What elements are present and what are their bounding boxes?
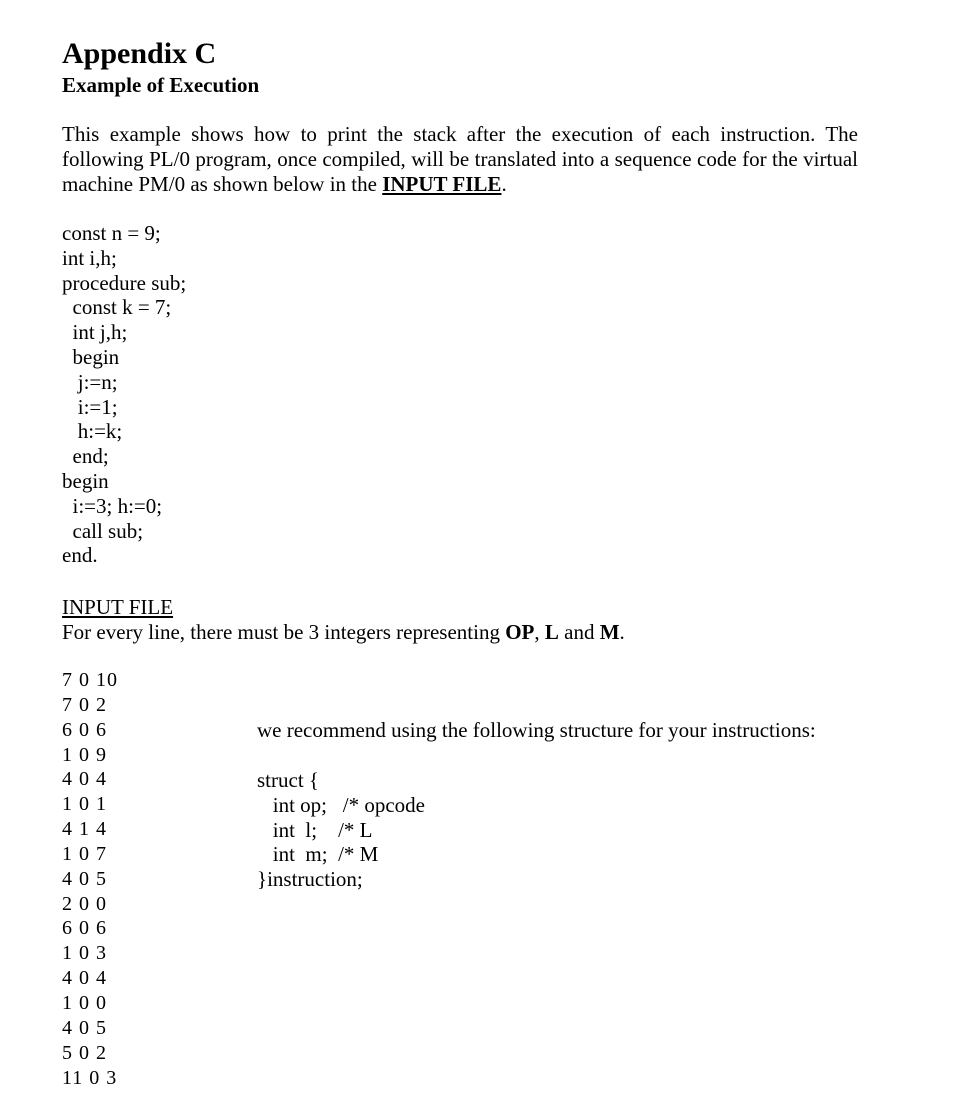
instruction-line: 11 0 3 bbox=[62, 1066, 118, 1089]
input-desc-sep: , bbox=[534, 620, 545, 644]
recommendation-text: we recommend using the following structure for your instructions: bbox=[257, 718, 816, 742]
instruction-line: 7 0 2 bbox=[62, 693, 107, 716]
instruction-line: 4 0 5 bbox=[62, 867, 107, 890]
struct-line: int op; /* opcode bbox=[257, 792, 425, 817]
instruction-line: 1 0 1 bbox=[62, 793, 107, 816]
instruction-line: 2 0 0 bbox=[62, 892, 107, 915]
instruction-line: 1 0 0 bbox=[62, 991, 107, 1014]
input-file-reference: INPUT FILE bbox=[382, 172, 502, 196]
instruction-line: 5 0 2 bbox=[62, 1041, 107, 1064]
instruction-line: 7 0 10 bbox=[62, 669, 118, 691]
instruction-line: 1 0 7 bbox=[62, 842, 107, 865]
intro-paragraph bbox=[62, 122, 858, 197]
program-line: begin bbox=[62, 344, 120, 369]
m-label: M bbox=[599, 620, 620, 644]
instruction-line: 4 1 4 bbox=[62, 818, 107, 841]
intro-text: This example shows how to print the stack after the execution of each instruction. The following PL/0 program, once compiled, will be translated into a sequence code for the virtual machine PM/0 as shown below in the bbox=[62, 122, 858, 196]
struct-line: struct { bbox=[257, 768, 319, 792]
program-line: i:=3; h:=0; bbox=[62, 493, 163, 518]
input-file-heading: INPUT FILE bbox=[62, 595, 174, 619]
program-line: int j,h; bbox=[62, 320, 128, 345]
input-file-description bbox=[62, 620, 625, 645]
pl0-program-listing bbox=[62, 221, 186, 568]
input-desc-and: and bbox=[558, 620, 600, 644]
instruction-line: 1 0 3 bbox=[62, 942, 107, 965]
program-line: const k = 7; bbox=[62, 295, 172, 320]
appendix-subtitle: Example of Execution bbox=[62, 73, 260, 97]
struct-line: int m; /* M bbox=[257, 842, 379, 867]
op-label: OP bbox=[505, 620, 535, 644]
program-line: const n = 9; bbox=[62, 221, 161, 245]
intro-period: . bbox=[501, 172, 507, 196]
instruction-line: 6 0 6 bbox=[62, 917, 107, 940]
struct-line: }instruction; bbox=[257, 867, 363, 892]
program-line: j:=n; bbox=[62, 369, 118, 394]
appendix-title: Appendix C bbox=[62, 37, 217, 70]
program-line: end; bbox=[62, 444, 109, 469]
struct-definition bbox=[257, 768, 425, 892]
input-desc-suffix: . bbox=[619, 620, 625, 644]
instruction-line: 4 0 4 bbox=[62, 967, 107, 990]
l-label: L bbox=[544, 620, 559, 644]
instruction-line: 1 0 9 bbox=[62, 743, 107, 766]
struct-line: int l; /* L bbox=[257, 817, 373, 842]
instruction-line: 4 0 4 bbox=[62, 768, 107, 791]
program-line: end. bbox=[62, 543, 98, 568]
program-line: procedure sub; bbox=[62, 270, 187, 295]
instruction-line: 6 0 6 bbox=[62, 718, 107, 741]
instruction-line: 4 0 5 bbox=[62, 1016, 107, 1039]
input-desc-prefix: For every line, there must be 3 integers representing bbox=[62, 620, 506, 644]
program-line: i:=1; bbox=[62, 394, 118, 419]
program-line: call sub; bbox=[62, 518, 144, 543]
program-line: h:=k; bbox=[62, 419, 123, 444]
instruction-list bbox=[62, 668, 118, 1090]
program-line: begin bbox=[62, 468, 109, 493]
program-line: int i,h; bbox=[62, 245, 117, 270]
